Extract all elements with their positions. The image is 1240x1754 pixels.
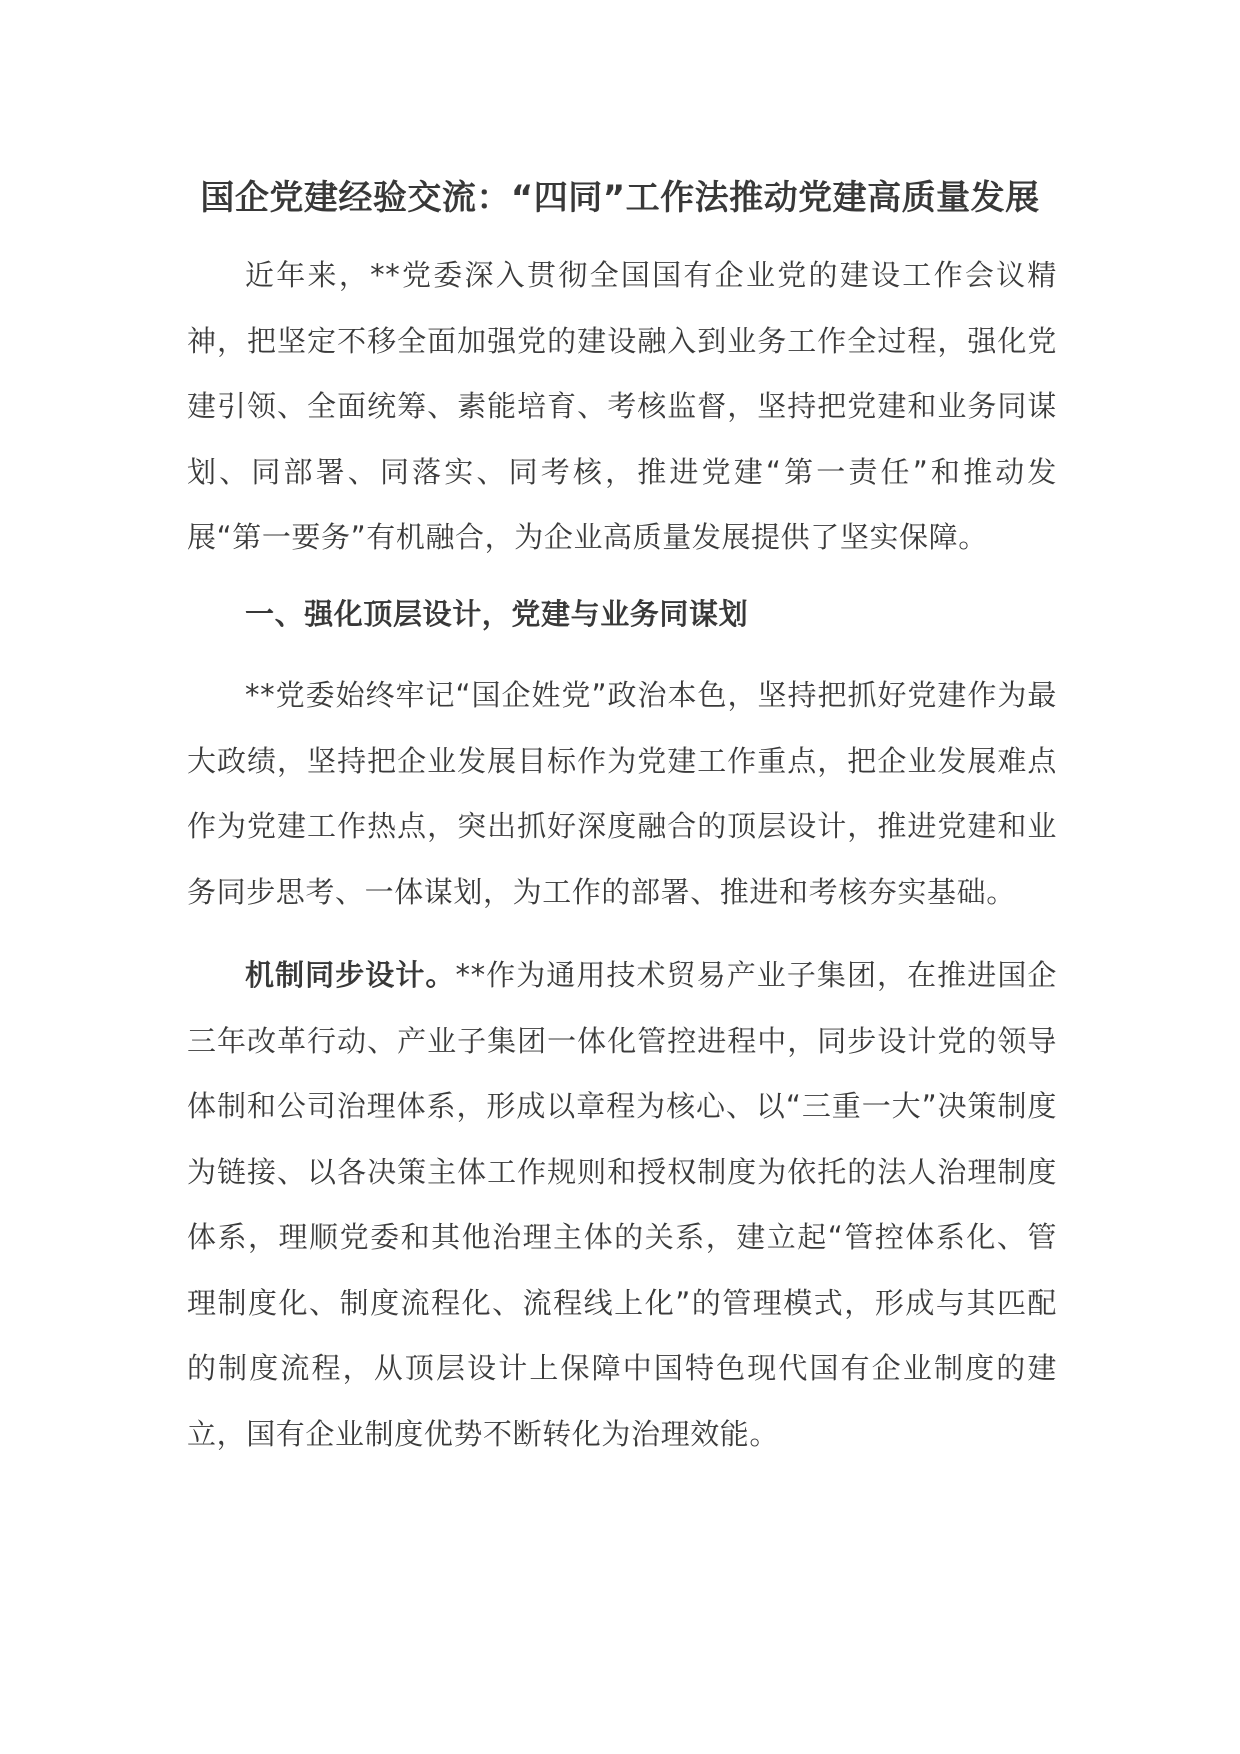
intro-paragraph: 近年来，**党委深入贯彻全国国有企业党的建设工作会议精神，把坚定不移全面加强党的建设融入到业务工作全过程，强化党建引领、全面统筹、素能培育、考核监督，坚持把党建和业务同谋划、同部署、同落实、同考核，推进党建“第一责任”和推动发展“第一要务”有机融合，为企业高质量发展提供了坚实保障。 [187, 258, 1057, 554]
section-heading: 一、强化顶层设计，党建与业务同谋划 [245, 597, 749, 631]
section-paragraph: **党委始终牢记“国企姓党”政治本色，坚持把抓好党建作为最大政绩，坚持把企业发展目标作为党建工作重点，把企业发展难点作为党建工作热点，突出抓好深度融合的顶层设计，推进党建和业务同步思考、一体谋划，为工作的部署、推进和考核夯实基础。 [187, 678, 1057, 909]
subsection-paragraph [187, 943, 1057, 1467]
document-title: 国企党建经验交流：“四同”工作法推动党建高质量发展 [200, 178, 1040, 218]
subsection-lead: 机制同步设计。 [245, 958, 456, 992]
subsection-text: **作为通用技术贸易产业子集团，在推进国企三年改革行动、产业子集团一体化管控进程中，同步设计党的领导体制和公司治理体系，形成以章程为核心、以“三重一大”决策制度为链接、以各决策主体工作规则和授权制度为依托的法人治理制度体系，理顺党委和其他治理主体的关系，建立起“管控体系化、管理制度化、制度流程化、流程线上化”的管理模式，形成与其匹配的制度流程，从顶层设计上保障中国特色现代国有企业制度的建立，国有企业制度优势不断转化为治理效能。 [187, 958, 1057, 1451]
